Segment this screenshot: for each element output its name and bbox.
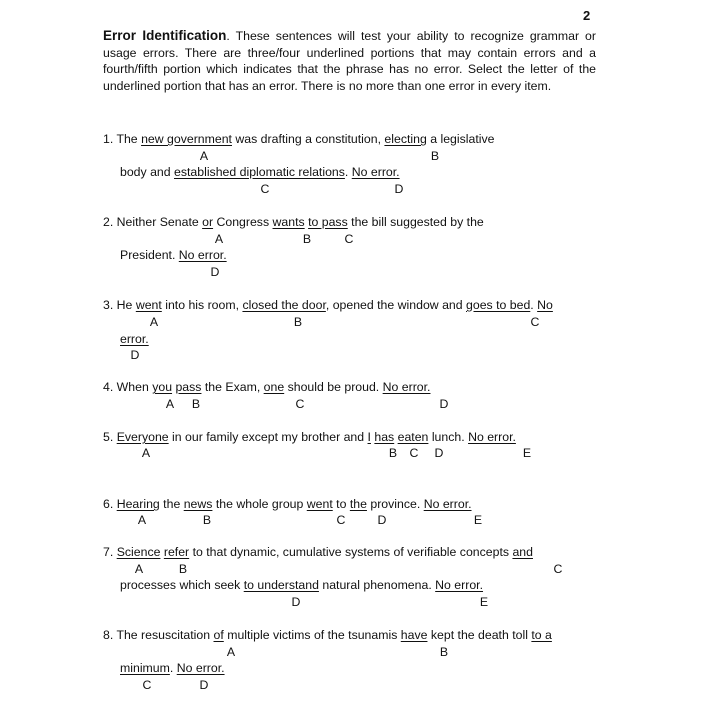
choice-letter-a: A bbox=[149, 315, 159, 329]
choice-letter-a: A bbox=[141, 446, 151, 460]
sentence-text: was drafting a constitution, bbox=[231, 132, 385, 146]
choice-letter-b: B bbox=[430, 149, 440, 163]
underlined-portion[interactable]: pass bbox=[175, 380, 202, 394]
question-line bbox=[103, 380, 430, 395]
underlined-portion[interactable]: goes to bed bbox=[466, 298, 531, 312]
underlined-portion[interactable]: to understand bbox=[243, 578, 319, 592]
choice-letter-d: D bbox=[434, 446, 444, 460]
underlined-portion[interactable]: No error. bbox=[178, 248, 227, 262]
underlined-portion[interactable]: No bbox=[537, 298, 553, 312]
underlined-portion[interactable]: wants bbox=[272, 215, 305, 229]
underlined-portion[interactable]: have bbox=[400, 628, 428, 642]
underlined-portion[interactable]: to a bbox=[531, 628, 552, 642]
choice-letter-c: C bbox=[336, 513, 346, 527]
underlined-portion[interactable]: Science bbox=[116, 545, 161, 559]
question-line bbox=[103, 545, 533, 560]
choice-letter-d: D bbox=[199, 678, 209, 692]
sentence-text: Congress bbox=[213, 215, 273, 229]
underlined-portion[interactable]: Everyone bbox=[116, 430, 169, 444]
choice-letter-c: C bbox=[530, 315, 540, 329]
question-line bbox=[103, 430, 516, 445]
choice-letter-c: C bbox=[344, 232, 354, 246]
sentence-text: 6. bbox=[103, 497, 117, 511]
sentence-text: 5. bbox=[103, 430, 117, 444]
question-line bbox=[120, 332, 149, 347]
sentence-text: body and bbox=[120, 165, 175, 179]
choice-letter-e: E bbox=[473, 513, 483, 527]
sentence-text: to bbox=[332, 497, 350, 511]
question-line bbox=[120, 578, 483, 593]
choice-letter-d: D bbox=[439, 397, 449, 411]
sentence-text: 7. bbox=[103, 545, 117, 559]
choice-letter-b: B bbox=[191, 397, 201, 411]
underlined-portion[interactable]: No error. bbox=[351, 165, 400, 179]
sentence-text: , opened the window and bbox=[325, 298, 467, 312]
sentence-text: a legislative bbox=[426, 132, 495, 146]
underlined-portion[interactable]: has bbox=[374, 430, 395, 444]
choice-letter-e: E bbox=[479, 595, 489, 609]
choice-letter-d: D bbox=[130, 348, 140, 362]
underlined-portion[interactable]: one bbox=[263, 380, 285, 394]
underlined-portion[interactable]: you bbox=[152, 380, 173, 394]
sentence-text: into his room, bbox=[161, 298, 243, 312]
instructions-paragraph bbox=[103, 28, 596, 94]
underlined-portion[interactable]: No error. bbox=[382, 380, 431, 394]
sentence-text: multiple victims of the tsunamis bbox=[223, 628, 401, 642]
page-number: 2 bbox=[583, 8, 591, 23]
underlined-portion[interactable]: and bbox=[512, 545, 533, 559]
choice-letter-b: B bbox=[202, 513, 212, 527]
underlined-portion[interactable]: eaten bbox=[397, 430, 429, 444]
choice-letter-a: A bbox=[214, 232, 224, 246]
choice-letter-d: D bbox=[291, 595, 301, 609]
instructions-heading: Error Identification bbox=[103, 28, 227, 43]
choice-letter-a: A bbox=[165, 397, 175, 411]
sentence-text: 2. Neither Senate bbox=[103, 215, 203, 229]
sentence-text: province. bbox=[366, 497, 424, 511]
question-line bbox=[103, 215, 484, 230]
underlined-portion[interactable]: I bbox=[367, 430, 371, 444]
sentence-text: should be proud. bbox=[284, 380, 383, 394]
underlined-portion[interactable]: No error. bbox=[435, 578, 484, 592]
choice-letter-c: C bbox=[142, 678, 152, 692]
underlined-portion[interactable]: No error. bbox=[423, 497, 472, 511]
sentence-text: the whole group bbox=[212, 497, 307, 511]
underlined-portion[interactable]: established diplomatic relations bbox=[174, 165, 345, 179]
underlined-portion[interactable]: went bbox=[135, 298, 162, 312]
sentence-text: 8. The resuscitation bbox=[103, 628, 214, 642]
underlined-portion[interactable]: new government bbox=[141, 132, 232, 146]
underlined-portion[interactable]: closed the door bbox=[242, 298, 326, 312]
question-line bbox=[120, 165, 400, 180]
sentence-text: kept the death toll bbox=[427, 628, 532, 642]
question-line bbox=[120, 248, 227, 263]
sentence-text: lunch. bbox=[428, 430, 469, 444]
choice-letter-a: A bbox=[226, 645, 236, 659]
sentence-text: . bbox=[530, 298, 538, 312]
sentence-text: the bbox=[159, 497, 184, 511]
sentence-text: 4. When bbox=[103, 380, 153, 394]
sentence-text: the bill suggested by the bbox=[347, 215, 484, 229]
choice-letter-c: C bbox=[409, 446, 419, 460]
choice-letter-d: D bbox=[210, 265, 220, 279]
underlined-portion[interactable]: minimum bbox=[120, 661, 170, 675]
question-line bbox=[103, 497, 472, 512]
sentence-text: to that dynamic, cumulative systems of verifiable concepts bbox=[189, 545, 513, 559]
underlined-portion[interactable]: to pass bbox=[308, 215, 348, 229]
sentence-text: . bbox=[344, 165, 352, 179]
choice-letter-a: A bbox=[199, 149, 209, 163]
choice-letter-e: E bbox=[522, 446, 532, 460]
question-line bbox=[103, 628, 552, 643]
choice-letter-c: C bbox=[260, 182, 270, 196]
underlined-portion[interactable]: went bbox=[306, 497, 333, 511]
choice-letter-c: C bbox=[553, 562, 563, 576]
choice-letter-b: B bbox=[293, 315, 303, 329]
choice-letter-b: B bbox=[439, 645, 449, 659]
underlined-portion[interactable]: of bbox=[213, 628, 224, 642]
sentence-text: President. bbox=[120, 248, 179, 262]
choice-letter-d: D bbox=[394, 182, 404, 196]
choice-letter-b: B bbox=[302, 232, 312, 246]
choice-letter-b: B bbox=[388, 446, 398, 460]
question-line bbox=[120, 661, 225, 676]
underlined-portion[interactable]: electing bbox=[384, 132, 427, 146]
choice-letter-a: A bbox=[137, 513, 147, 527]
sentence-text: natural phenomena. bbox=[318, 578, 436, 592]
choice-letter-a: A bbox=[134, 562, 144, 576]
underlined-portion[interactable]: No error. bbox=[176, 661, 225, 675]
sentence-text: . bbox=[169, 661, 177, 675]
underlined-portion[interactable]: refer bbox=[163, 545, 190, 559]
question-line bbox=[103, 132, 494, 147]
underlined-portion[interactable]: No error. bbox=[468, 430, 516, 444]
choice-letter-b: B bbox=[178, 562, 188, 576]
sentence-text: 3. He bbox=[103, 298, 136, 312]
sentence-text: processes which seek bbox=[120, 578, 244, 592]
question-line bbox=[103, 298, 553, 313]
choice-letter-c: C bbox=[295, 397, 305, 411]
sentence-text: in our family except my brother and bbox=[168, 430, 368, 444]
sentence-text: the Exam, bbox=[201, 380, 264, 394]
underlined-portion[interactable]: or bbox=[202, 215, 214, 229]
underlined-portion[interactable]: error. bbox=[120, 332, 149, 346]
underlined-portion[interactable]: news bbox=[183, 497, 213, 511]
underlined-portion[interactable]: the bbox=[349, 497, 367, 511]
instructions-body: . These sentences will test your ability to recognize grammar or usage errors. There are three/four underlined portions that may contain errors and a fourth/fifth portion which indicates that the phrase has no error. Select the letter of the underlined portion that has an error. There is no more than one error in every item. bbox=[103, 29, 596, 93]
underlined-portion[interactable]: Hearing bbox=[116, 497, 160, 511]
choice-letter-d: D bbox=[377, 513, 387, 527]
sentence-text: 1. The bbox=[103, 132, 142, 146]
